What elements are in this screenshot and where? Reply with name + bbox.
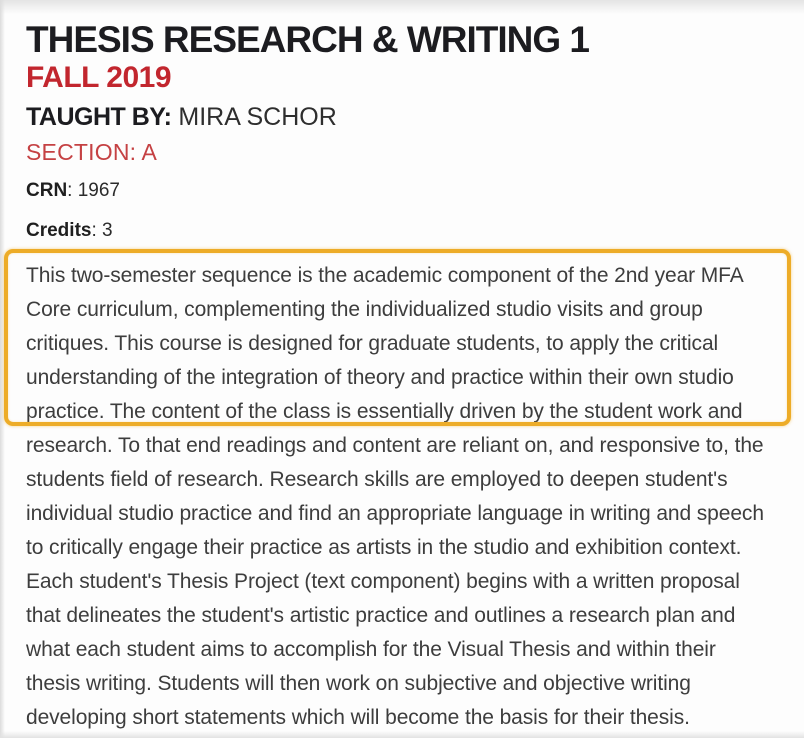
crn-label: CRN — [26, 180, 68, 201]
description-line: that delineates the student's artistic practice and outlines a research plan and — [26, 604, 736, 627]
crn-line — [26, 180, 794, 202]
description-line: Each student's Thesis Project (text component) begins with a written proposal — [26, 570, 740, 593]
section-label: SECTION: A — [26, 139, 158, 165]
credits-line — [26, 220, 794, 242]
instructor-line — [26, 104, 794, 131]
description-line: developing short statements which will become the basis for their thesis. — [26, 706, 690, 729]
description-line: practice. The content of the class is essentially driven by the student work and — [26, 400, 743, 423]
taught-by-label: TAUGHT BY: — [26, 103, 172, 131]
instructor-name: MIRA SCHOR — [171, 103, 337, 131]
description-line: what each student aims to accomplish for the Visual Thesis and within their — [26, 638, 716, 661]
description-line: critiques. This course is designed for graduate students, to apply the critical — [26, 332, 719, 355]
credits-value: : 3 — [91, 220, 113, 241]
description-line: students field of research. Research skills are employed to deepen student's — [26, 468, 728, 491]
crn-value: : 1967 — [67, 180, 120, 201]
description-line: research. To that end readings and content are reliant on, and responsive to, the — [26, 434, 764, 457]
page-title: THESIS RESEARCH & WRITING 1 — [26, 19, 589, 60]
description-line: understanding of the integration of theory and practice within their own studio — [26, 366, 734, 389]
course-description — [26, 259, 794, 735]
description-line: Core curriculum, complementing the individualized studio visits and group — [26, 298, 703, 321]
description-line: thesis writing. Students will then work on subjective and objective writing — [26, 672, 691, 695]
description-line: to critically engage their practice as artists in the studio and exhibition context. — [26, 536, 742, 559]
description-line: individual studio practice and find an appropriate language in writing and speech — [26, 502, 764, 525]
course-term: FALL 2019 — [26, 61, 172, 94]
credits-label: Credits — [26, 220, 92, 241]
description-line: This two-semester sequence is the academic component of the 2nd year MFA — [26, 264, 744, 287]
